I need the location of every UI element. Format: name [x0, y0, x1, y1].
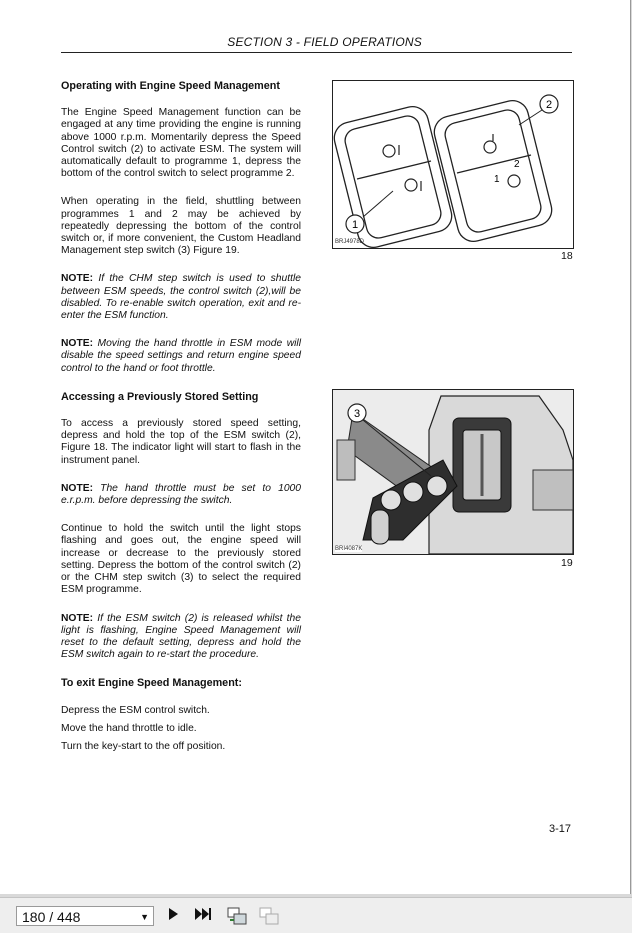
note-label: NOTE: [61, 612, 94, 624]
note-label: NOTE: [61, 273, 94, 285]
page-number: 3-17 [549, 823, 572, 835]
chevron-down-icon: ▼ [140, 912, 149, 922]
note [61, 338, 301, 375]
note-text: If the CHM step switch is used to shuttle between ESM speeds, the control switch (2),will be disabled. To re-enable switch operation, exit and re-enter the ESM function. [61, 273, 301, 322]
page-view-icon [258, 906, 280, 926]
programme-1-label: 1 [494, 174, 500, 185]
callout-1-label: 1 [351, 219, 359, 231]
page-view-button[interactable] [258, 906, 280, 926]
programme-2-label: 2 [514, 159, 520, 170]
esm-switches-illustration [333, 81, 573, 248]
note-label: NOTE: [61, 338, 94, 350]
figure-18-esm-switches [332, 80, 574, 249]
page-layout-icon [226, 906, 248, 926]
pdf-viewer-toolbar [0, 897, 632, 933]
figure-19-chm-switch [332, 389, 574, 555]
note [61, 613, 301, 662]
note [61, 273, 301, 322]
heading-exit-esm: To exit Engine Speed Management: [61, 677, 242, 690]
note-text: Moving the hand throttle in ESM mode will disable the speed settings and return engine speed control to the hand or foot throttle. [61, 338, 301, 374]
note [61, 483, 301, 507]
paragraph: The Engine Speed Management function can be engaged at any time providing the engine is running above 1000 r.p.m. Momentarily depress the Speed Control switch (2) to activate ESM. The system will automatically default to programme 1, depress the bottom of the control switch to select programme 2. [61, 107, 301, 180]
note-label: NOTE: [61, 482, 94, 494]
callout-2-label: 2 [545, 99, 553, 111]
paragraph: To access a previously stored speed setting, depress and hold the top of the ESM switch (2), Figure 18. The indicator light will start to flash in the instrument panel. [61, 418, 301, 466]
fast-forward-icon [193, 906, 213, 922]
step: Turn the key-start to the off position. [61, 740, 226, 752]
next-page-button[interactable] [162, 906, 184, 926]
callout-3-label: 3 [353, 408, 361, 420]
play-icon [166, 906, 180, 922]
step: Move the hand throttle to idle. [61, 722, 197, 734]
step: Depress the ESM control switch. [61, 704, 210, 716]
page-indicator: 180 / 448 [22, 909, 81, 925]
heading-accessing-stored-setting: Accessing a Previously Stored Setting [61, 390, 259, 403]
page-layout-button[interactable] [226, 906, 248, 926]
note-text: The hand throttle must be set to 1000 e.r.p.m. before depressing the switch. [61, 482, 301, 507]
section-title: SECTION 3 - FIELD OPERATIONS [227, 35, 422, 49]
last-page-button[interactable] [192, 906, 214, 926]
text-column [61, 80, 301, 759]
chm-switch-illustration [333, 390, 573, 554]
figure-code: BRJ4978D [335, 239, 365, 245]
heading-operating-esm: Operating with Engine Speed Management [61, 80, 280, 92]
note-text: If the ESM switch (2) is released whilst the light is flashing, Engine Speed Management will reset to the default setting, depress and hold the ESM switch again to re-start the procedure. [61, 612, 301, 661]
figure-number: 18 [561, 250, 573, 262]
paragraph: When operating in the field, shuttling between programmes 1 and 2 may be achieved by repeatedly depressing the bottom of the control switch or, if more convenient, the Custom Headland Management step switch (3) Figure 19. [61, 196, 301, 257]
section-header [61, 35, 572, 53]
figure-code: BRI4087K [335, 546, 363, 552]
paragraph: Continue to hold the switch until the light stops flashing and goes out, the engine speed will increase or decrease to the previously stored setting. Depress the bottom of the control switch (2) or the CHM step switch (3) to select the required ESM programme. [61, 523, 301, 596]
figure-number: 19 [561, 557, 573, 569]
page-selector[interactable] [16, 906, 154, 926]
